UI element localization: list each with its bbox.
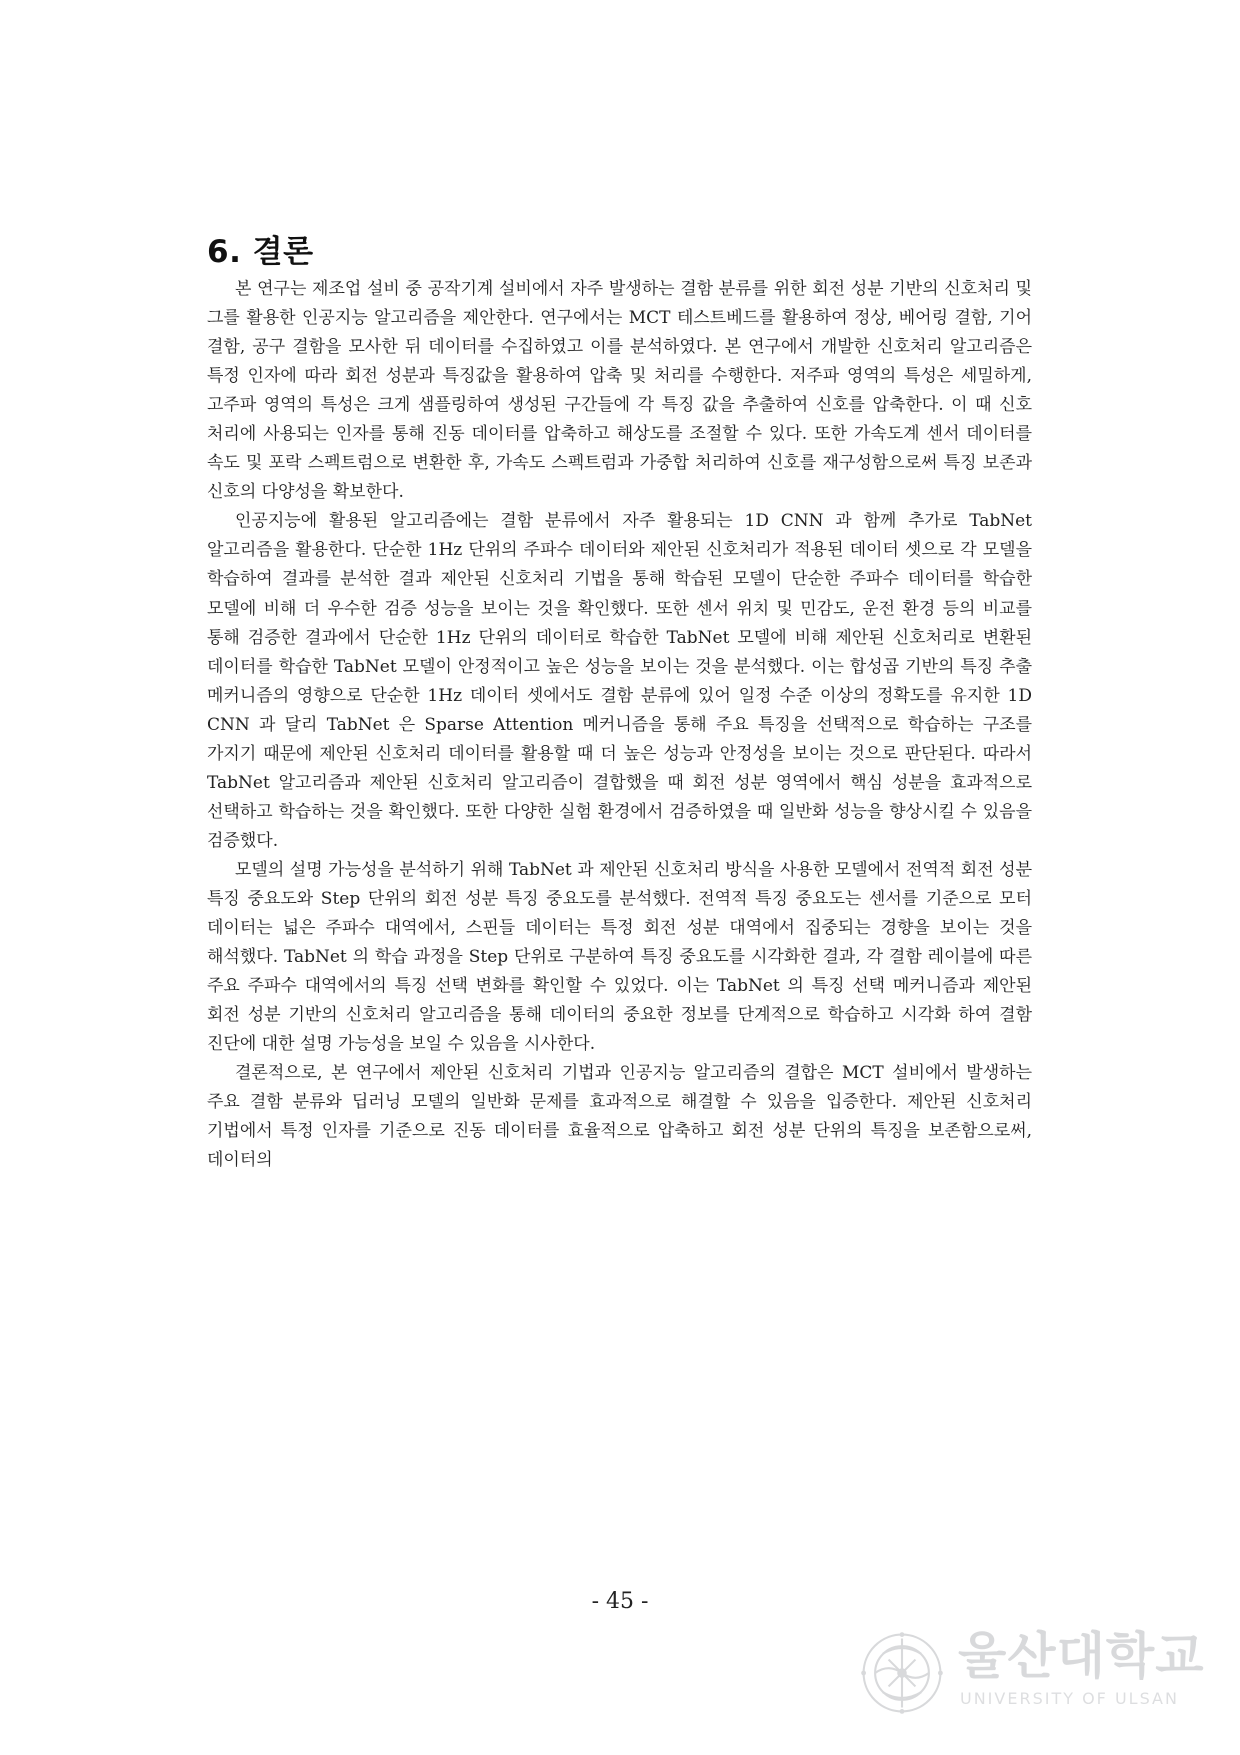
university-watermark	[850, 1625, 1215, 1725]
paragraph-4: 결론적으로, 본 연구에서 제안된 신호처리 기법과 인공지능 알고리즘의 결합은 MCT 설비에서 발생하는 주요 결함 분류와 딥러닝 모델의 일반화 문제를 효과적으로 해결할 수 있음을 입증한다. 제안된 신호처리 기법에서 특정 인자를 기준으로 진동 데이터를 효율적으로 압축하고 회전 성분 단위의 특징을 보존함으로써, 데이터의	[207, 1063, 1032, 1171]
watermark-korean-name: 울산대학교	[958, 1627, 1205, 1685]
university-seal-icon	[854, 1625, 950, 1721]
body-text	[207, 275, 1032, 1175]
watermark-english-name: UNIVERSITY OF ULSAN	[960, 1689, 1179, 1708]
page-number: - 45 -	[591, 1589, 649, 1614]
paragraph-3: 모델의 설명 가능성을 분석하기 위해 TabNet 과 제안된 신호처리 방식을 사용한 모델에서 전역적 회전 성분 특징 중요도와 Step 단위의 회전 성분 특징 중요도를 분석했다. 전역적 특징 중요도는 센서를 기준으로 모터 데이터는 넓은 주파수 대역에서, 스핀들 데이터는 특정 회전 성분 대역에서 집중되는 경향을 보이는 것을 해석했다. TabNet 의 학습 과정을 Step 단위로 구분하여 특징 중요도를 시각화한 결과, 각 결함 레이블에 따른 주요 주파수 대역에서의 특징 선택 변화를 확인할 수 있었다. 이는 TabNet 의 특징 선택 메커니즘과 제안된 회전 성분 기반의 신호처리 알고리즘을 통해 데이터의 중요한 정보를 단계적으로 학습하고 시각화 하여 결함 진단에 대한 설명 가능성을 보일 수 있음을 시사한다.	[207, 859, 1032, 1055]
section-heading: 6. 결론	[207, 234, 314, 270]
paragraph-1: 본 연구는 제조업 설비 중 공작기계 설비에서 자주 발생하는 결함 분류를 위한 회전 성분 기반의 신호처리 및 그를 활용한 인공지능 알고리즘을 제안한다. 연구에서는 MCT 테스트베드를 활용하여 정상, 베어링 결함, 기어 결함, 공구 결함을 모사한 뒤 데이터를 수집하였고 이를 분석하였다. 본 연구에서 개발한 신호처리 알고리즘은 특정 인자에 따라 회전 성분과 특징값을 활용하여 압축 및 처리를 수행한다. 저주파 영역의 특성은 세밀하게, 고주파 영역의 특성은 크게 샘플링하여 생성된 구간들에 각 특징 값을 추출하여 신호를 압축한다. 이 때 신호 처리에 사용되는 인자를 통해 진동 데이터를 압축하고 해상도를 조절할 수 있다. 또한 가속도계 센서 데이터를 속도 및 포락 스펙트럼으로 변환한 후, 가속도 스펙트럼과 가중합 처리하여 신호를 재구성함으로써 특징 보존과 신호의 다양성을 확보한다.	[207, 279, 1032, 503]
paragraph-2: 인공지능에 활용된 알고리즘에는 결함 분류에서 자주 활용되는 1D CNN 과 함께 추가로 TabNet 알고리즘을 활용한다. 단순한 1Hz 단위의 주파수 데이터와 제안된 신호처리가 적용된 데이터 셋으로 각 모델을 학습하여 결과를 분석한 결과 제안된 신호처리 기법을 통해 학습된 모델이 단순한 주파수 데이터를 학습한 모델에 비해 더 우수한 검증 성능을 보이는 것을 확인했다. 또한 센서 위치 및 민감도, 운전 환경 등의 비교를 통해 검증한 결과에서 단순한 1Hz 단위의 데이터로 학습한 TabNet 모델에 비해 제안된 신호처리로 변환된 데이터를 학습한 TabNet 모델이 안정적이고 높은 성능을 보이는 것을 분석했다. 이는 합성곱 기반의 특징 추출 메커니즘의 영향으로 단순한 1Hz 데이터 셋에서도 결함 분류에 있어 일정 수준 이상의 정확도를 유지한 1D CNN 과 달리 TabNet 은 Sparse Attention 메커니즘을 통해 주요 특징을 선택적으로 학습하는 구조를 가지기 때문에 제안된 신호처리 데이터를 활용할 때 더 높은 성능과 안정성을 보이는 것으로 판단된다. 따라서 TabNet 알고리즘과 제안된 신호처리 알고리즘이 결합했을 때 회전 성분 영역에서 핵심 성분을 효과적으로 선택하고 학습하는 것을 확인했다. 또한 다양한 실험 환경에서 검증하였을 때 일반화 성능을 향상시킬 수 있음을 검증했다.	[207, 511, 1032, 851]
